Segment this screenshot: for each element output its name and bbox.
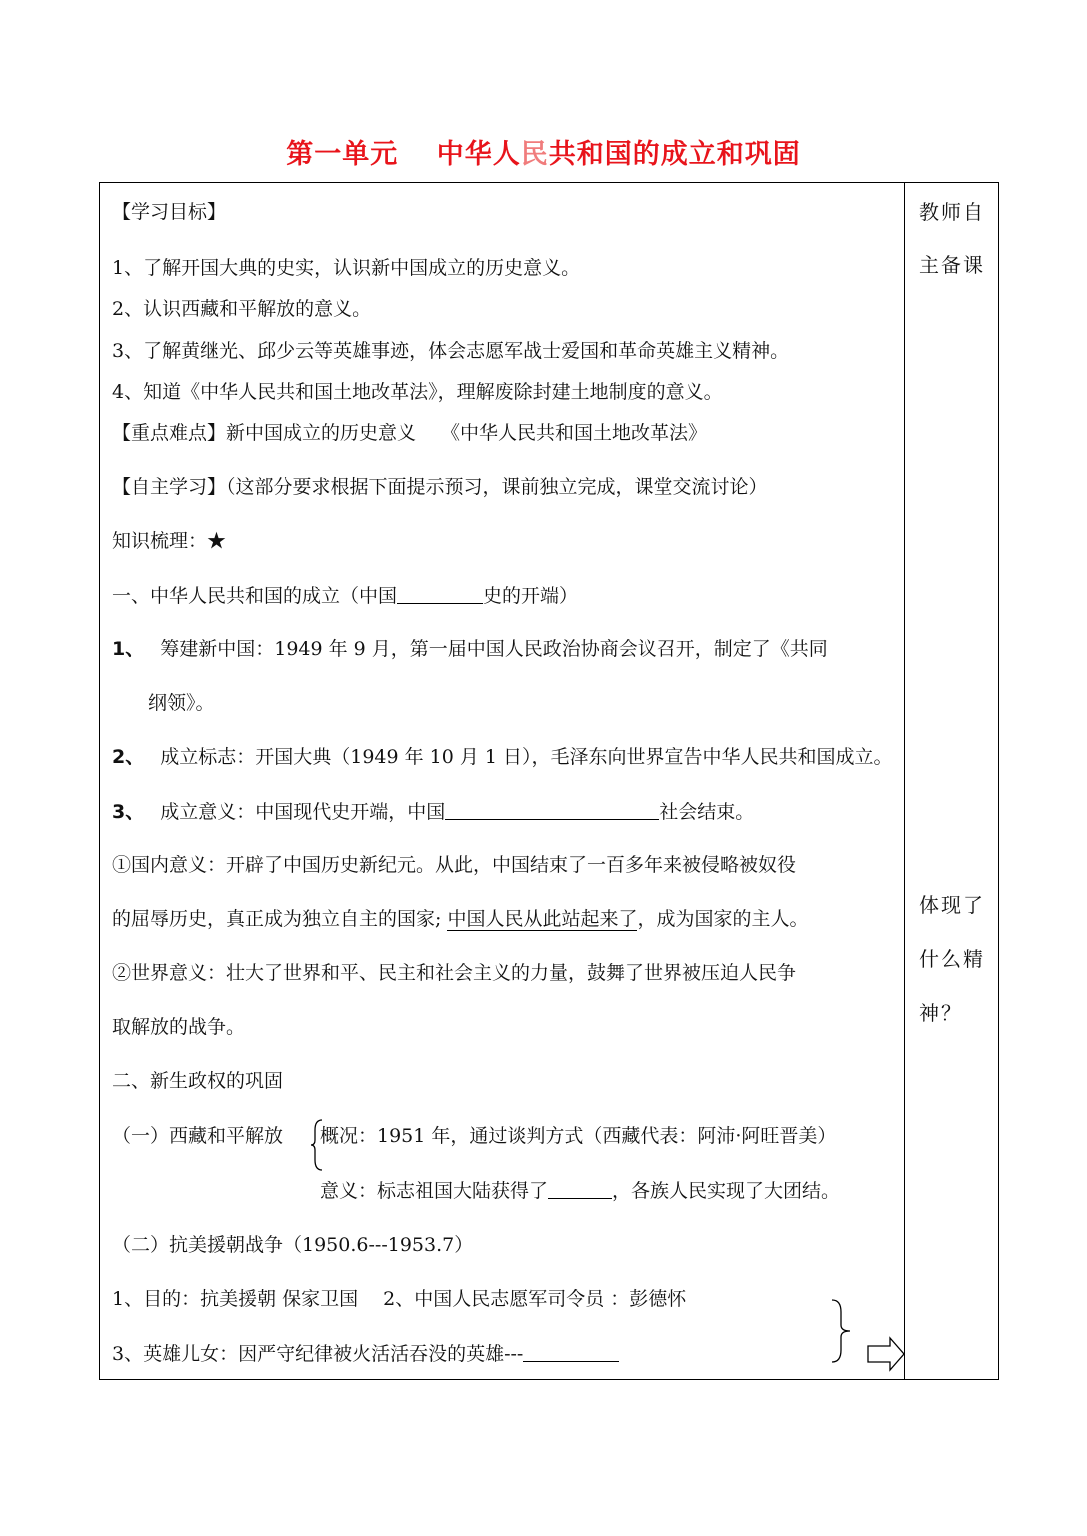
self-study: 【自主学习】（这部分要求根据下面提示预习，课前独立完成，课堂交流讨论） <box>112 476 768 498</box>
korea-item-1: 1、目的：抗美援朝 保家卫国 2、中国人民志愿军司令员 ：彭德怀 <box>112 1288 687 1310</box>
page-title <box>0 132 1087 171</box>
sidebar-line-3: 体现了 <box>919 893 985 917</box>
fill-blank[interactable] <box>523 1341 619 1362</box>
objective-item-2: 2、认识西藏和平解放的意义。 <box>112 298 372 320</box>
title-part2: 民 <box>520 139 549 170</box>
domestic-meaning-1: ①国内意义：开辟了中国历史新纪元。从此，中国结束了一百多年来被侵略被奴役 <box>112 854 797 876</box>
section1-heading: 一、中华人民共和国的成立（中国 史的开端） <box>112 585 579 607</box>
objective-item-4: 4、知道《中华人民共和国土地改革法》，理解废除封建土地制度的意义。 <box>112 381 723 403</box>
tibet-overview: 概况：1951 年，通过谈判方式（西藏代表：阿沛·阿旺晋美） <box>320 1125 837 1147</box>
tibet-label: （一）西藏和平解放 <box>112 1125 284 1147</box>
underlined-phrase: 中国人民从此站起来了 <box>447 908 638 930</box>
key-points: 【重点难点】新中国成立的历史意义 《中华人民共和国土地改革法》 <box>112 422 708 444</box>
section1-item-1: 1、 筹建新中国：1949 年 9 月，第一届中国人民政治协商会议召开，制定了《共同 <box>112 638 828 660</box>
section2-heading: 二、新生政权的巩固 <box>112 1070 284 1092</box>
tibet-meaning: 意义：标志祖国大陆获得了 ，各族人民实现了大团结。 <box>320 1180 841 1202</box>
objectives-header: 【学习目标】 <box>112 201 227 223</box>
korea-item-3: 3、英雄儿女：因严守纪律被火活活吞没的英雄--- <box>112 1341 619 1366</box>
sidebar-line-1: 教师自 <box>919 200 985 224</box>
fill-blank[interactable] <box>548 1178 612 1199</box>
sidebar-line-5: 神？ <box>919 1001 963 1025</box>
knowledge-heading: 知识梳理：★ <box>112 530 227 552</box>
section1-item-1-cont: 纲领》。 <box>148 692 215 714</box>
fill-blank[interactable] <box>397 583 483 604</box>
arrow-right-icon <box>866 1336 906 1372</box>
title-part3: 共和国的成立和巩固 <box>548 139 801 170</box>
fill-blank[interactable] <box>445 799 659 820</box>
right-brace-icon <box>828 1296 856 1366</box>
title-part1: 第一单元 中华人 <box>286 139 521 170</box>
section1-item-3: 3、 成立意义：中国现代史开端，中国 社会结束。 <box>112 801 755 823</box>
objective-item-1: 1、了解开国大典的史实，认识新中国成立的历史意义。 <box>112 257 581 279</box>
objective-item-3: 3、了解黄继光、邱少云等英雄事迹，体会志愿军战士爱国和革命英雄主义精神。 <box>112 340 790 362</box>
section1-item-2: 2、 成立标志：开国大典（1949 年 10 月 1 日），毛泽东向世界宣告中华人民共和国成立。 <box>112 746 893 768</box>
column-divider <box>904 182 905 1380</box>
sidebar-line-2: 主备课 <box>919 253 985 277</box>
sidebar-line-4: 什么精 <box>919 947 985 971</box>
domestic-meaning-2: 的屈辱历史，真正成为独立自主的国家; 中国人民从此站起来了，成为国家的主人。 <box>112 908 809 930</box>
korea-heading: （二）抗美援朝战争（1950.6---1953.7） <box>112 1234 474 1256</box>
world-meaning-2: 取解放的战争。 <box>112 1016 246 1038</box>
world-meaning-1: ②世界意义：壮大了世界和平、民主和社会主义的力量，鼓舞了世界被压迫人民争 <box>112 962 797 984</box>
